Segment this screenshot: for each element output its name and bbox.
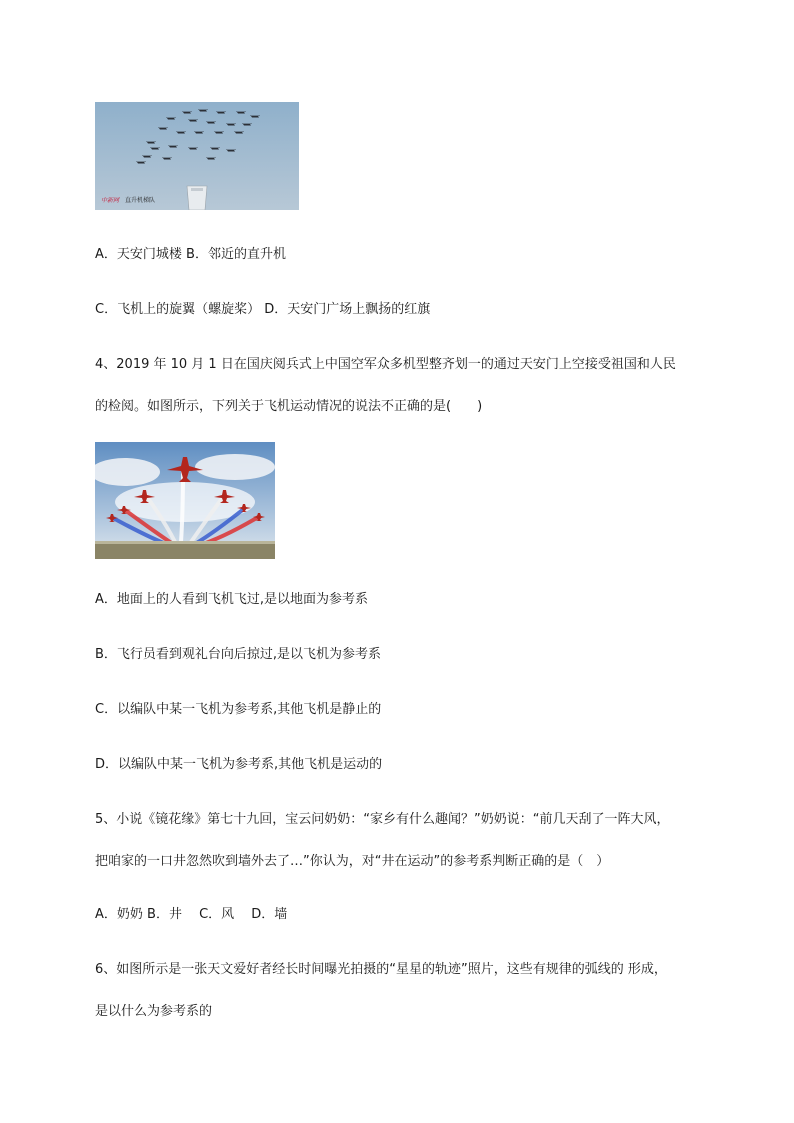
- logo-text: 中新网: [101, 198, 120, 204]
- q4-option-a: A．地面上的人看到飞机飞过,是以地面为参考系: [95, 592, 369, 607]
- jet-formation-photo: [95, 442, 275, 559]
- q4-option-d: D．以编队中某一飞机为参考系,其他飞机是运动的: [95, 757, 383, 772]
- q4-stem-line-1: 4、2019 年 10 月 1 日在国庆阅兵式上中国空军众多机型整齐划一的通过天安门上空接受祖国和人民: [95, 357, 676, 372]
- q6-stem-line-2: 是以什么为参考系的: [95, 1004, 213, 1019]
- jet-formation-image: [95, 442, 275, 559]
- q4-option-c: C．以编队中某一飞机为参考系,其他飞机是静止的: [95, 702, 382, 717]
- q4-stem-line-2: 的检阅。如图所示，下列关于飞机运动情况的说法不正确的是( ): [95, 399, 483, 414]
- q4-option-b: B．飞行员看到观礼台向后掠过,是以飞机为参考系: [95, 647, 382, 662]
- figure-caption: 直升机梯队: [125, 197, 156, 204]
- helicopter-formation-photo: [95, 102, 299, 210]
- news-logo: [101, 196, 155, 204]
- helicopter-formation-image: [95, 102, 299, 210]
- q3-options-line-2: C．飞机上的旋翼（螺旋桨） D．天安门广场上飘扬的红旗: [95, 302, 431, 317]
- q3-options-line-1: A．天安门城楼 B．邻近的直升机: [95, 247, 286, 262]
- q6-stem-line-1: 6、如图所示是一张天文爱好者经长时间曝光拍摄的“星星的轨迹”照片，这些有规律的弧线的 形成，: [95, 962, 667, 977]
- q5-stem-line-1: 5、小说《镜花缘》第七十九回，宝云问奶奶：“家乡有什么趣闻？”奶奶说：“前几天刮了一阵大风，: [95, 812, 670, 827]
- q5-stem-line-2: 把咱家的一口井忽然吹到墙外去了…”你认为，对“井在运动”的参考系判断正确的是（ ）: [95, 854, 610, 869]
- q5-options: A．奶奶 B．井 C．风 D．墙: [95, 907, 288, 922]
